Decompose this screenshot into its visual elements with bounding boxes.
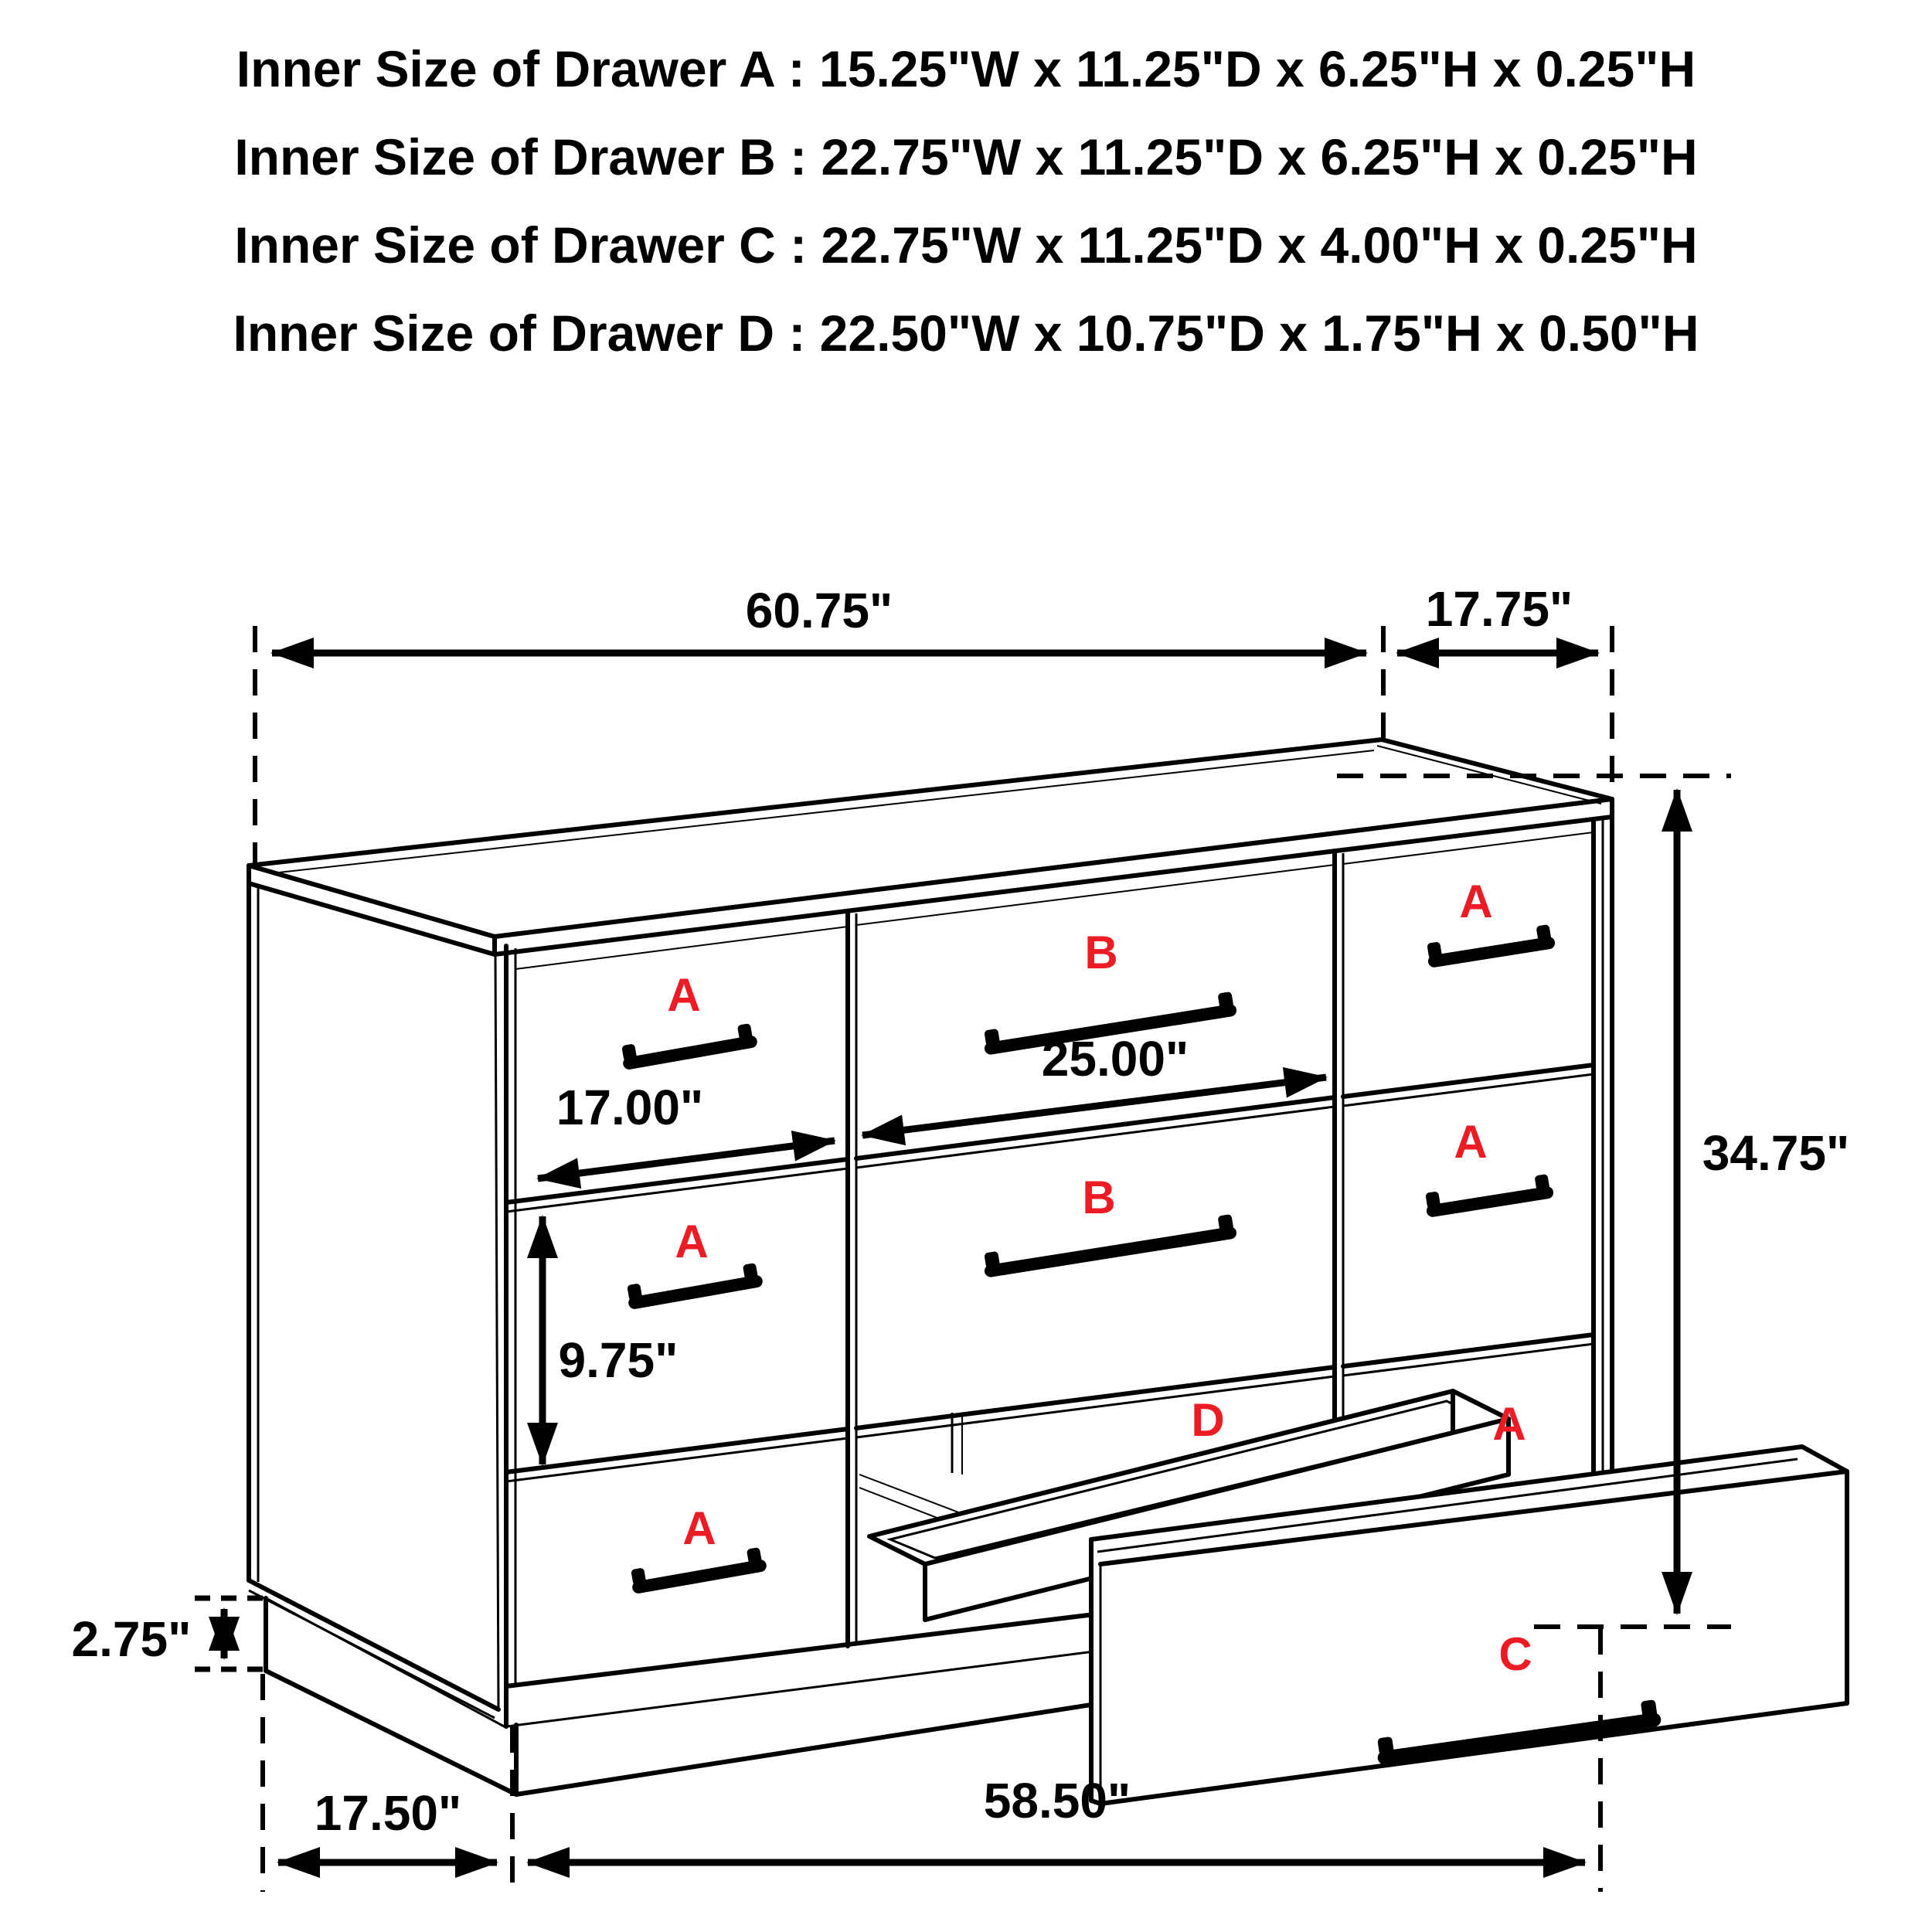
label-drawer-b1: B: [1084, 927, 1118, 978]
dim-label-drawer-b-width: 25.00": [1041, 1031, 1189, 1087]
title-line-drawer-c: Inner Size of Drawer C : 22.75"W x 11.25"D x 4.00"H x 0.25"H: [234, 216, 1698, 274]
label-drawer-a2-right: A: [1454, 1116, 1488, 1168]
dim-label-base-height: 2.75": [71, 1611, 192, 1667]
dim-label-drawer-a-width: 17.00": [556, 1080, 704, 1135]
label-drawer-d: D: [1191, 1394, 1225, 1446]
dim-label-bottom-side-depth: 17.50": [314, 1785, 462, 1841]
dim-label-top-depth: 17.75": [1425, 581, 1573, 637]
title-line-drawer-d: Inner Size of Drawer D : 22.50"W x 10.75"D x 1.75"H x 0.50"H: [233, 304, 1699, 362]
label-drawer-a2-left: A: [675, 1216, 709, 1267]
label-drawer-b2: B: [1082, 1172, 1116, 1223]
dim-label-height: 34.75": [1702, 1125, 1850, 1181]
label-drawer-c: C: [1498, 1628, 1532, 1680]
dim-label-top-width: 60.75": [745, 583, 893, 638]
dim-label-bottom-front-width: 58.50": [983, 1773, 1131, 1828]
dim-label-drawer-a-face-height: 9.75": [558, 1332, 679, 1388]
title-line-drawer-a: Inner Size of Drawer A : 15.25"W x 11.25"D x 6.25"H x 0.25"H: [236, 40, 1696, 97]
title-line-drawer-b: Inner Size of Drawer B : 22.75"W x 11.25"D x 6.25"H x 0.25"H: [234, 128, 1698, 185]
label-drawer-a1-left: A: [667, 969, 701, 1021]
label-drawer-a3-left: A: [682, 1502, 716, 1554]
label-drawer-a3-right: A: [1492, 1398, 1526, 1450]
label-drawer-a1-right: A: [1459, 876, 1493, 927]
